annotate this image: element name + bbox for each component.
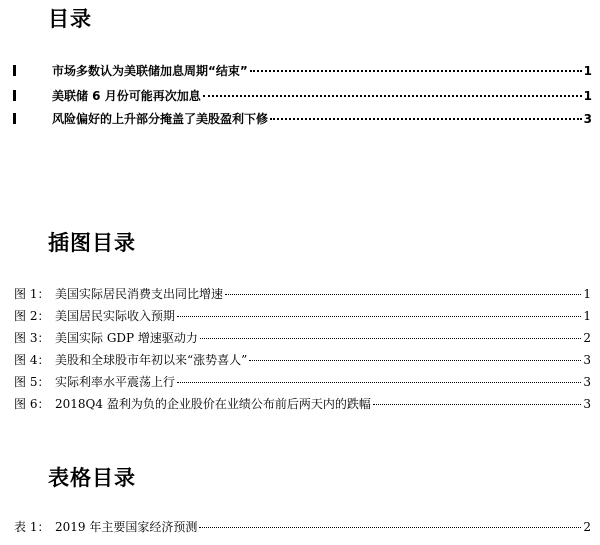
- figure-entry[interactable]: [14, 351, 591, 369]
- figure-entry[interactable]: [14, 307, 591, 325]
- figure-entry[interactable]: [14, 373, 591, 391]
- toc-entry[interactable]: [52, 87, 592, 105]
- figures-title: 插图目录: [48, 231, 136, 255]
- toc-title: 目录: [48, 7, 92, 31]
- figure-entry-number: 图 2：: [14, 309, 50, 323]
- table-entry-page: 2: [583, 520, 591, 534]
- figure-entry-number: 图 5：: [14, 375, 50, 389]
- table-entry-number: 表 1：: [14, 520, 50, 534]
- toc-entry-page: 3: [583, 112, 592, 126]
- dot-leader: [373, 404, 582, 405]
- table-entry[interactable]: [14, 518, 591, 536]
- figure-entry-number: 图 4：: [14, 353, 50, 367]
- tables-title: 表格目录: [48, 466, 136, 490]
- figure-entry[interactable]: [14, 329, 591, 347]
- figure-entry-number: 图 3：: [14, 331, 50, 345]
- dot-leader: [177, 382, 581, 383]
- dot-leader: [270, 118, 582, 120]
- dot-leader: [249, 360, 581, 361]
- figure-entry-label: 美国实际居民消费支出同比增速: [55, 287, 224, 301]
- dot-leader: [200, 338, 581, 339]
- figure-entry-label: 实际利率水平震荡上行: [55, 375, 176, 389]
- toc-entry-label: 风险偏好的上升部分掩盖了美股盈利下修: [52, 112, 269, 126]
- figure-entry-page: 3: [583, 397, 591, 411]
- dot-leader: [203, 95, 582, 97]
- toc-entry-page: 1: [583, 89, 592, 103]
- dot-leader: [250, 70, 582, 72]
- figure-entry-page: 1: [583, 287, 591, 301]
- figure-entry-label: 美国实际 GDP 增速驱动力: [55, 331, 198, 345]
- figure-entry-page: 1: [583, 309, 591, 323]
- figure-entry-label: 美股和全球股市年初以来“涨势喜人”: [55, 353, 248, 367]
- table-entry-label: 2019 年主要国家经济预测: [55, 520, 198, 534]
- toc-entry[interactable]: [52, 62, 592, 80]
- figure-entry-label: 美国居民实际收入预期: [55, 309, 176, 323]
- toc-bullet-icon: [13, 113, 16, 124]
- toc-entry-label: 美联储 6 月份可能再次加息: [52, 89, 201, 103]
- figure-entry-number: 图 6：: [14, 397, 50, 411]
- figure-entry[interactable]: [14, 285, 591, 303]
- figure-entry-page: 2: [583, 331, 591, 345]
- figure-entry-label: 2018Q4 盈利为负的企业股价在业绩公布前后两天内的跌幅: [55, 397, 371, 411]
- dot-leader: [199, 527, 581, 528]
- dot-leader: [225, 294, 581, 295]
- figure-entry-page: 3: [583, 353, 591, 367]
- toc-entry-page: 1: [583, 64, 592, 78]
- figure-entry[interactable]: [14, 395, 591, 413]
- toc-bullet-icon: [13, 65, 16, 76]
- toc-bullet-icon: [13, 90, 16, 101]
- toc-entry[interactable]: [52, 110, 592, 128]
- toc-entry-label: 市场多数认为美联储加息周期“结束”: [52, 64, 248, 78]
- figure-entry-page: 3: [583, 375, 591, 389]
- figure-entry-number: 图 1：: [14, 287, 50, 301]
- dot-leader: [177, 316, 581, 317]
